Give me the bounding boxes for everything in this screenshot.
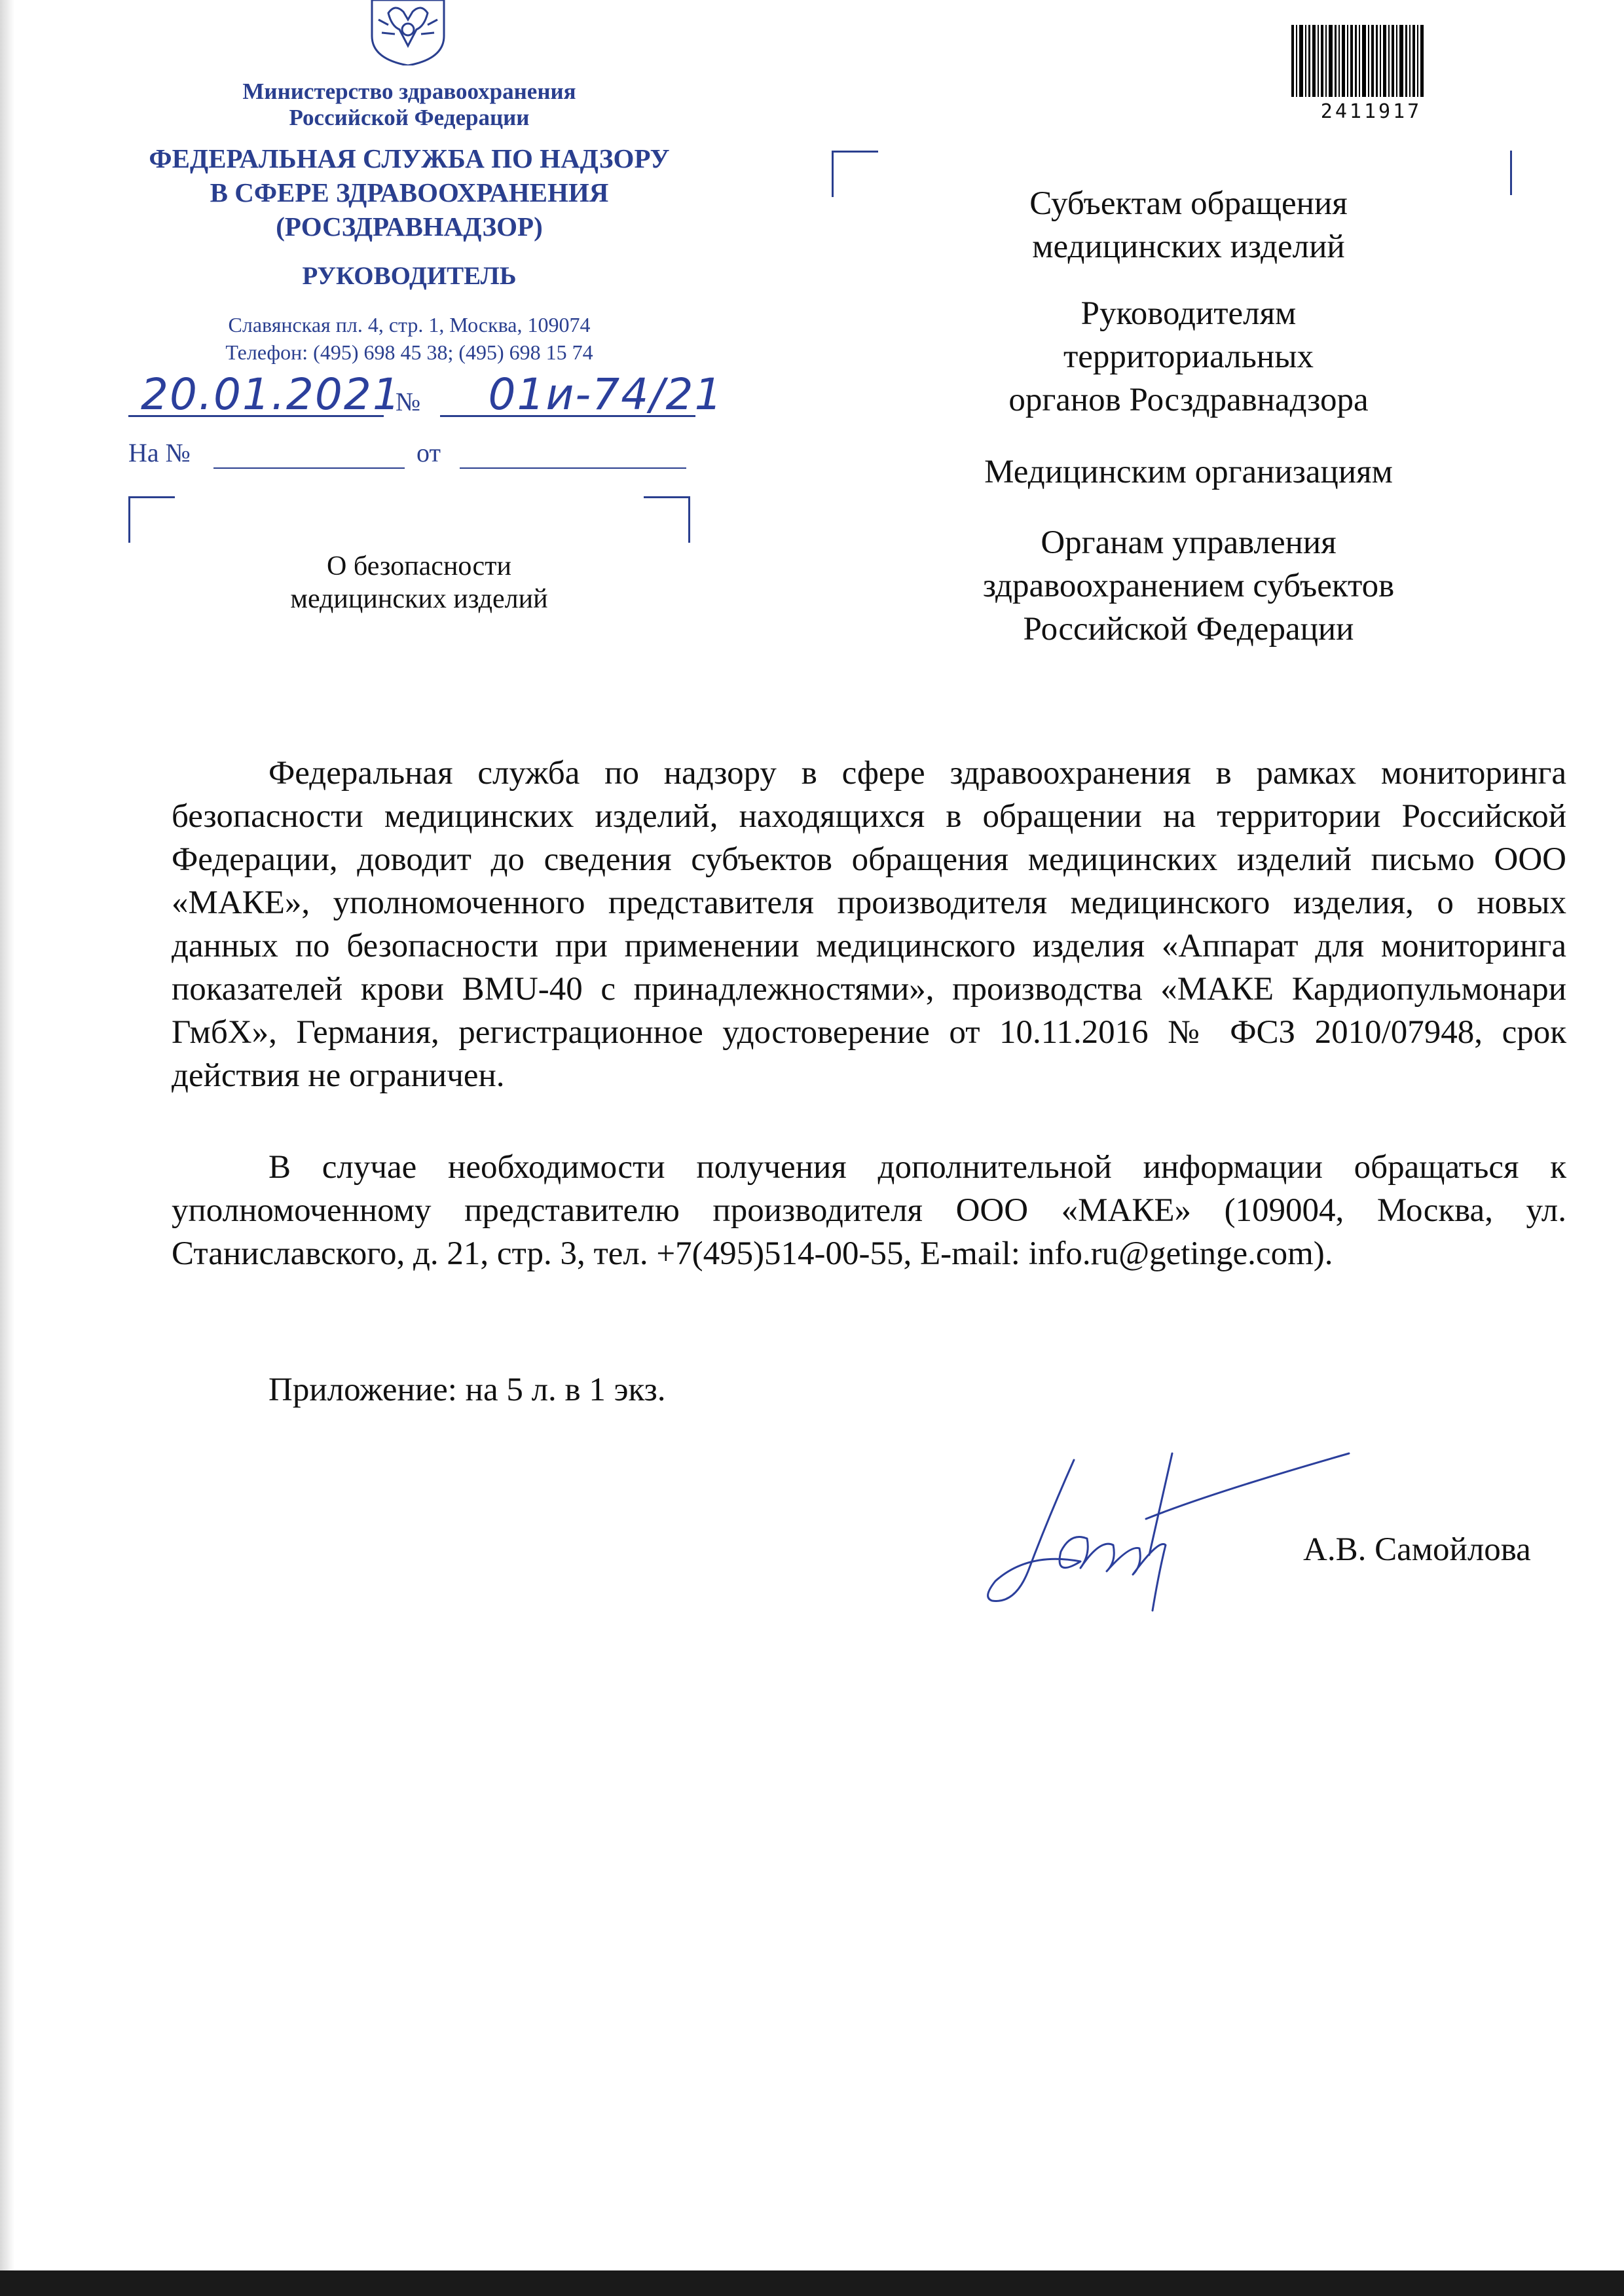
service-name-line3: (РОСЗДРАВНАДЗОР) [276,211,543,242]
addressee-2-line1: Руководителям [1080,295,1297,332]
addressee-2-line3: органов Росздравнадзора [1008,382,1369,418]
position-title: РУКОВОДИТЕЛЬ [302,262,517,290]
reference-date-line [460,467,686,469]
body-paragraph-1: Федеральная служба по надзору в сфере здравоохранения в рамках мониторинга безопасности медицинских изделий, находящихся в обращении на территории Российской Федерации, доводит до сведения субъектов обращения медицинских изделий письмо ООО «МАКЕ», уполномоченного представителя производителя медицинского изделия, о новых данных по безопасности при применении медицинского изделия «Аппарат для мониторинга показателей крови BMU-40 с принадлежностями», производства «МАКЕ Кардиопульмонари ГмбХ», Германия, регистрационное удостоверение от 10.11.2016 № ФСЗ 2010/07948, срок действия не ограничен. [172,755,1566,1094]
addressee-4-line2: здравоохранением субъектов [982,568,1395,604]
handwritten-signature [976,1440,1356,1637]
addressee-3-line1: Медицинским организациям [984,454,1393,490]
subject-bracket-left [128,496,175,543]
subject-bracket-right [644,496,690,543]
scan-bottom-edge [0,2270,1624,2296]
service-name-line2: В СФЕРЕ ЗДРАВООХРАНЕНИЯ [210,177,609,208]
addressee-1-line2: медицинских изделий [1032,228,1345,265]
barcode-number: 2411917 [1320,100,1422,123]
addressee-2-line2: территориальных [1063,338,1314,375]
registration-number: 01и-74/21 [488,369,724,420]
date-line [128,415,384,417]
service-name-line1: ФЕДЕРАЛЬНАЯ СЛУЖБА ПО НАДЗОРУ [149,143,670,173]
subject-line2: медицинских изделий [290,584,548,614]
address-bracket-left [832,151,878,197]
barcode [1291,25,1451,97]
signatory-name: А.В. Самойлова [1303,1531,1531,1568]
ministry-name-line2: Российской Федерации [289,105,530,130]
registration-date: 20.01.2021 [141,369,401,420]
addressee-4-line1: Органам управления [1041,524,1337,561]
attachment-note: Приложение: на 5 л. в 1 экз. [268,1372,666,1408]
coat-of-arms-icon [359,0,457,65]
letterhead-address: Славянская пл. 4, стр. 1, Москва, 109074 [228,313,591,337]
ministry-name-line1: Министерство здравоохранения [242,79,576,104]
addressee-1-line1: Субъектам обращения [1029,185,1348,222]
number-sign: № [396,387,421,416]
letterhead-phone: Телефон: (495) 698 45 38; (495) 698 15 74 [225,340,593,364]
reference-number-line [213,467,405,469]
body-paragraph-2: В случае необходимости получения дополнительной информации обращаться к уполномоченному представителю производителя ООО «МАКЕ» (109004, Москва, ул. Станиславского, д. 21, стр. 3, тел. +7(495)514-00-55, E-mail: info.ru@getinge.com). [172,1149,1566,1272]
number-line [440,415,695,417]
reference-from-label: от [416,438,441,467]
scan-shadow [0,0,14,2296]
address-bracket-right [1510,151,1512,195]
subject-line1: О безопасности [327,551,511,581]
addressee-4-line3: Российской Федерации [1023,611,1354,647]
reference-label: На № [128,438,191,467]
